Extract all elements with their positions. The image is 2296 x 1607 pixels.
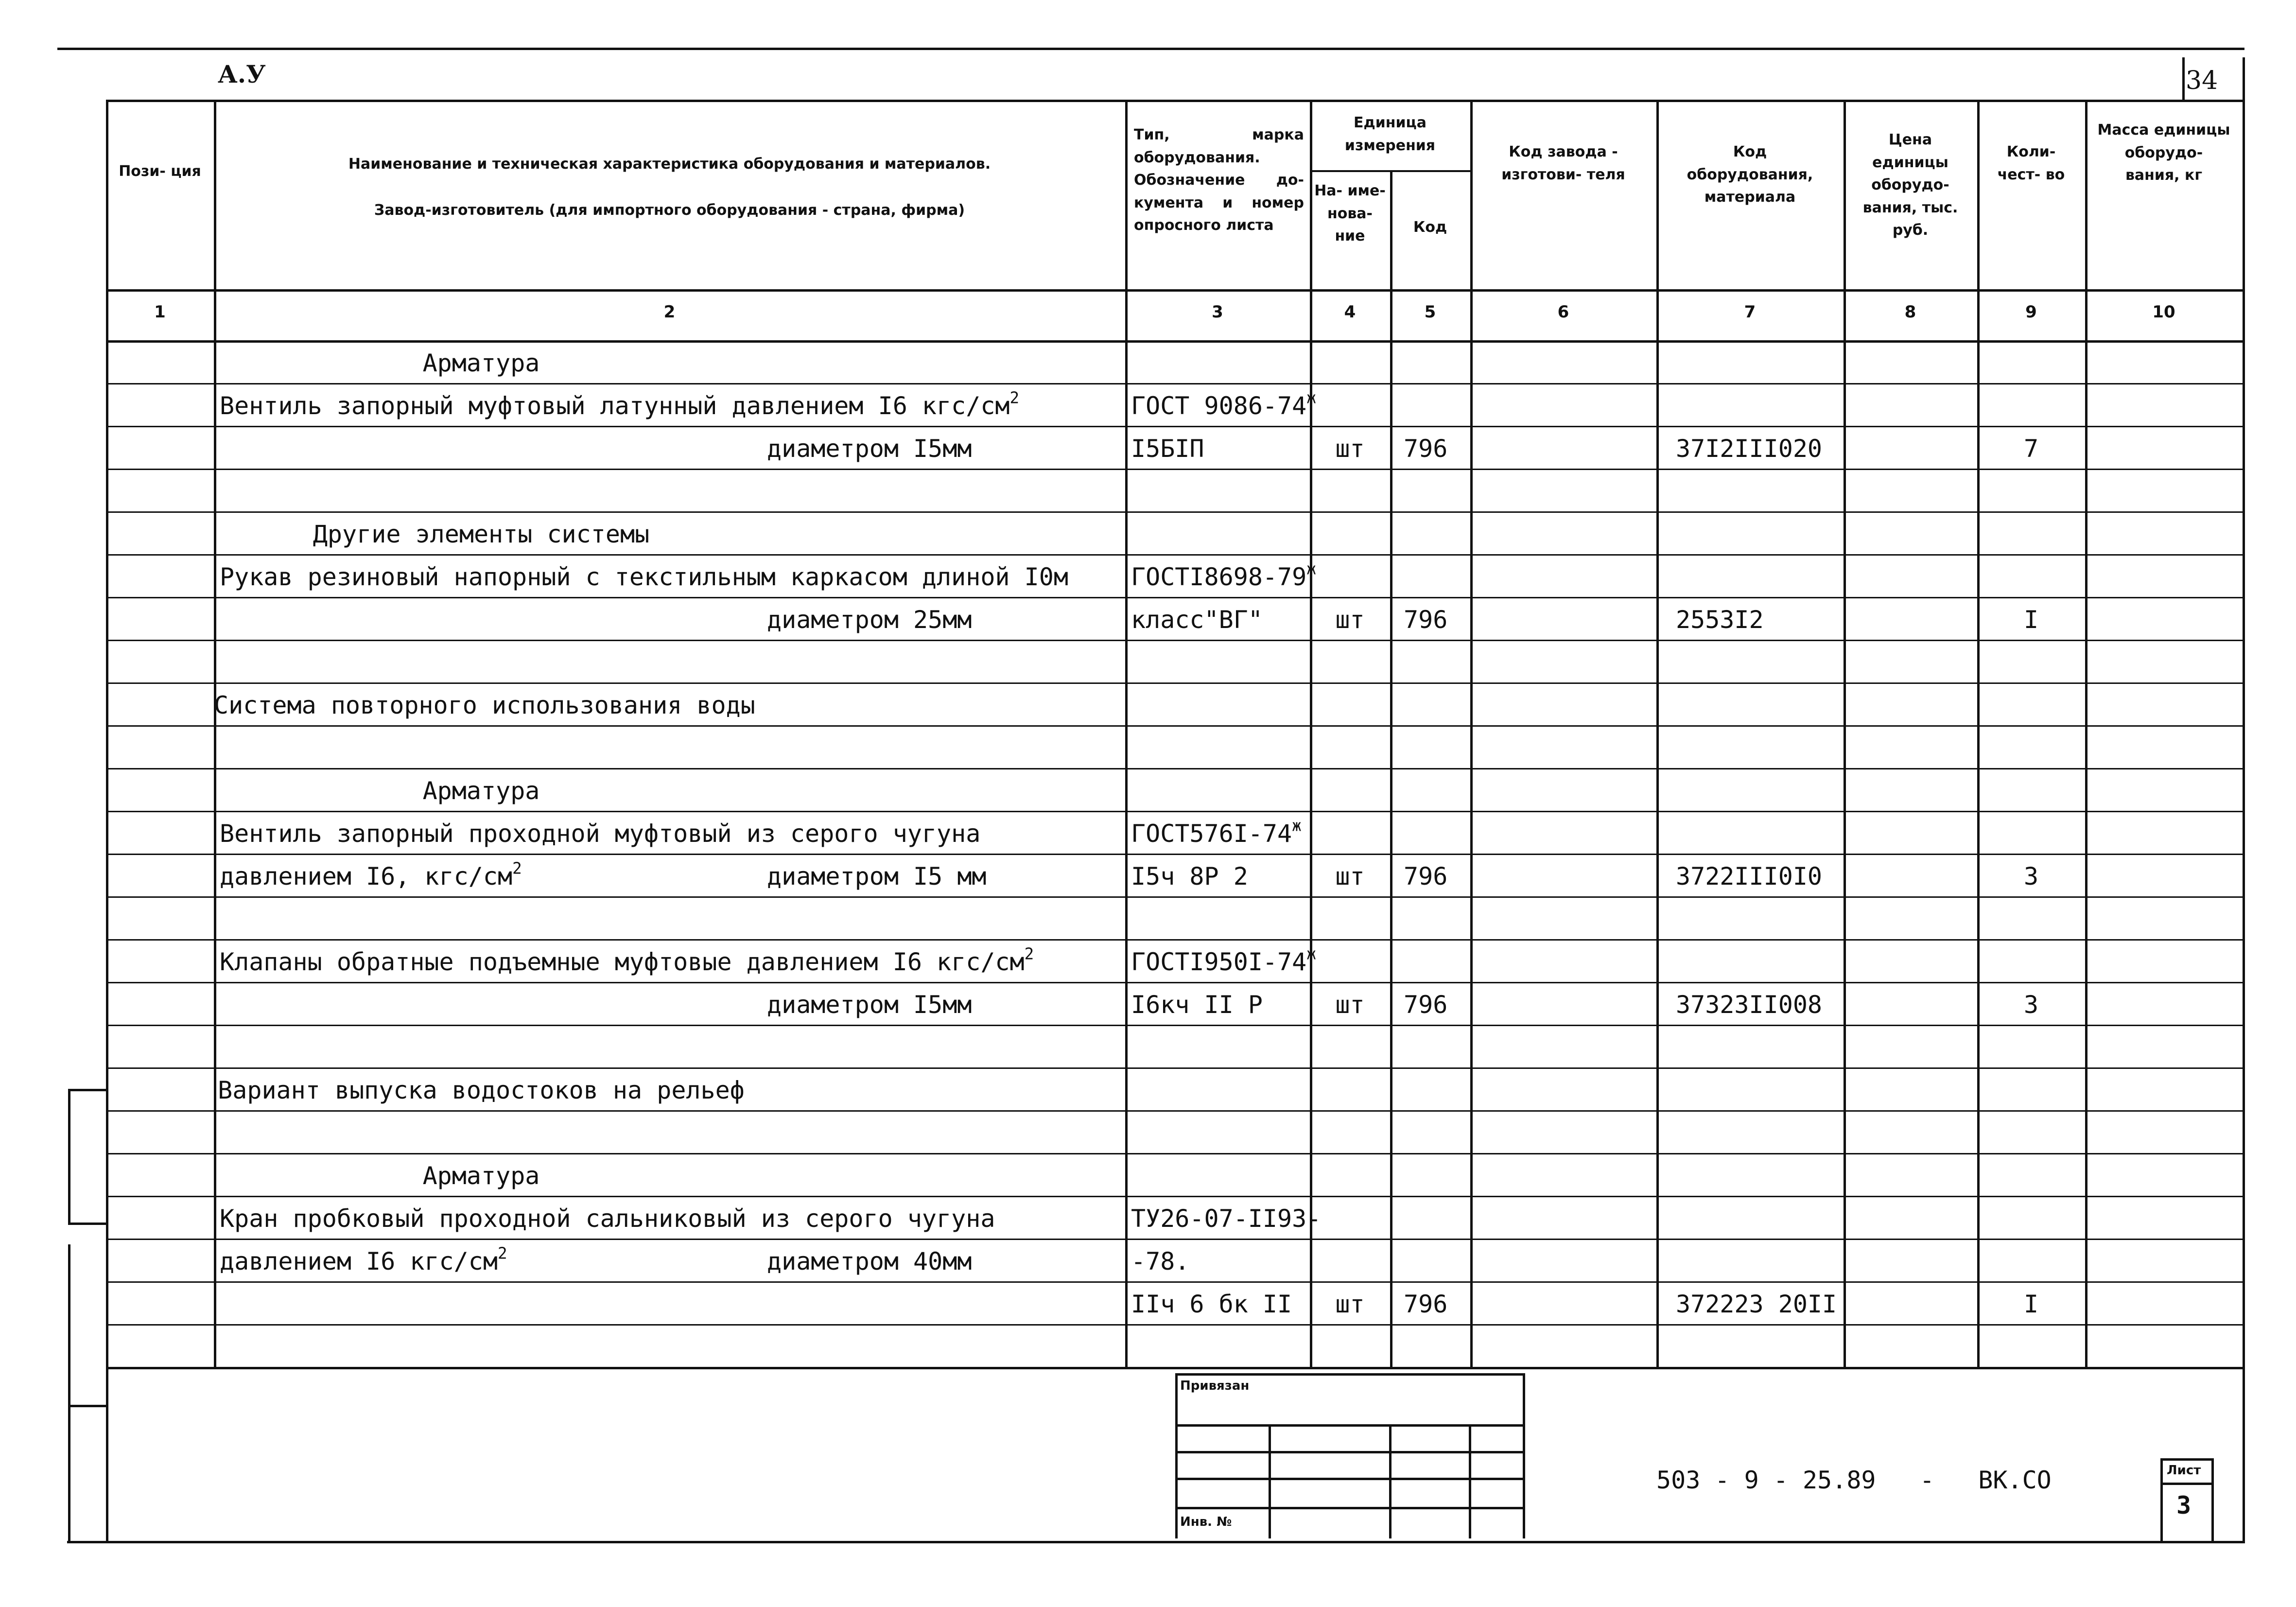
column-number-9: 9 (2025, 302, 2037, 322)
row-item-name: Кран пробковый проходной сальниковый из серого чугуна (220, 1205, 995, 1233)
row-item-type: $ГОСТI950I-74^ж$ (1131, 944, 1316, 976)
row-item-quantity: 3 (2023, 862, 2039, 891)
header-unit-code: Код (1413, 219, 1447, 236)
row-section-title: Арматура (422, 777, 540, 805)
row-item-quantity: I (2023, 1290, 2039, 1318)
column-number-3: 3 (1212, 302, 1223, 322)
column-number-10: 10 (2152, 302, 2175, 322)
column-number-1: 1 (154, 302, 166, 322)
row-rule (106, 1196, 2245, 1197)
row-item-unit-code: 796 (1404, 1290, 1448, 1318)
row-item-type: -78. (1131, 1247, 1190, 1275)
row-rule (106, 725, 2245, 727)
row-rule (106, 597, 2245, 598)
column-number-5: 5 (1424, 302, 1436, 322)
row-section-title: Арматура (422, 349, 540, 377)
row-item-unit: шт (1335, 606, 1365, 634)
row-rule (106, 511, 2245, 513)
row-item-quantity: 3 (2023, 991, 2039, 1019)
binding-tick-2 (68, 1223, 107, 1225)
row-item-quantity: I (2023, 606, 2039, 634)
stamp-sheet-label: Лист (2167, 1463, 2201, 1478)
row-item-quantity: 7 (2023, 435, 2039, 463)
column-number-6: 6 (1557, 302, 1569, 322)
table-body-bottom (106, 1367, 2245, 1369)
page-number: 34 (2186, 66, 2218, 95)
row-item-type: $ГОСТ576I-74^ж$ (1131, 816, 1302, 848)
row-item-type: IIч 6 бк II (1131, 1290, 1292, 1318)
row-section-title: Арматура (422, 1162, 540, 1190)
row-item-diameter: диаметром I5 мм (767, 862, 987, 891)
row-item-material-code: 37323II008 (1676, 991, 1823, 1019)
row-item-type: I6кч II Р (1131, 991, 1263, 1019)
stamp-tied-label: Привязан (1180, 1379, 1250, 1393)
binding-tick-3 (68, 1405, 107, 1407)
column-rule-8 (1977, 100, 1980, 1369)
header-material-code: Код оборудования, материала (1687, 143, 1813, 206)
row-item-type: класс"ВГ" (1131, 606, 1263, 634)
column-rule-3 (1310, 100, 1312, 1369)
column-rule-9 (2085, 100, 2087, 1369)
row-item-unit-code: 796 (1404, 991, 1448, 1019)
stamp-doc-code: 503 - 9 - 25.89 - ВК.СО (1656, 1466, 2052, 1494)
row-rule (106, 640, 2245, 641)
sheet-code: А.У (218, 60, 266, 88)
stamp-sheet-number: 3 (2176, 1491, 2192, 1520)
column-rule-6 (1656, 100, 1659, 1369)
row-item-name: Клапаны обратные подъемные муфтовые давлением I6 кгс/$см^2$ (220, 944, 1034, 976)
row-rule (106, 1025, 2245, 1026)
header-unit-group: Единица измерения (1344, 114, 1436, 154)
column-number-2: 2 (663, 302, 676, 322)
row-section-title: Другие элементы системы (313, 520, 650, 548)
column-rule-4 (1390, 170, 1392, 1369)
column-rule-5 (1470, 100, 1473, 1369)
header-name-line2: Завод-изготовитель (для импортного оборудования - страна, фирма) (374, 202, 965, 219)
header-factory-code: Код завода - изготови- теля (1501, 143, 1625, 183)
row-section-title: Система повторного использования воды (214, 691, 755, 719)
stamp-inv-label: Инв. № (1180, 1515, 1232, 1529)
row-item-diameter: диаметром 40мм (767, 1247, 972, 1275)
column-number-8: 8 (1904, 302, 1916, 322)
header-price: Цена единицы оборудо- вания, тыс. руб. (1862, 131, 1958, 239)
row-item-unit: шт (1335, 991, 1365, 1019)
row-rule (106, 1153, 2245, 1154)
row-item-unit: шт (1335, 435, 1365, 463)
row-item-name: давлением I6 кгс/$см^2$ (220, 1244, 507, 1275)
row-rule (106, 811, 2245, 812)
row-item-name: Вентиль запорный муфтовый латунный давлением I6 кгс/$см^2$ (220, 388, 1020, 420)
column-number-7: 7 (1744, 302, 1756, 322)
row-item-material-code: 3722III0I0 (1676, 862, 1823, 891)
row-rule (106, 469, 2245, 470)
header-mass: Масса единицы оборудо- вания, кг (2097, 122, 2230, 184)
row-item-type: ГОСТ $9086-74^ж$ (1131, 388, 1316, 420)
row-item-type: I5БIП (1131, 435, 1204, 463)
row-item-material-code: 37I2III020 (1676, 435, 1823, 463)
header-name-line1: Наименование и техническая характеристика оборудования и материалов. (348, 156, 991, 173)
row-item-material-code: 2553I2 (1676, 606, 1764, 634)
row-item-type: $ГОСТI8698-79^ж$ (1131, 559, 1316, 591)
row-item-name: давлением I6, кгс/$см^2$ (220, 859, 522, 891)
column-rule-2 (1125, 100, 1128, 1369)
page-box-left (2182, 57, 2185, 101)
row-rule (106, 896, 2245, 898)
table-bottom-border (67, 1541, 2245, 1543)
header-unit-name: На- име- нова- ние (1314, 182, 1386, 245)
row-rule (106, 982, 2245, 983)
row-rule (106, 1239, 2245, 1240)
row-rule (106, 1067, 2245, 1069)
row-rule (106, 939, 2245, 941)
header-type: Тип, марка оборудования. Обозначение до- кумента и номер опросного листа (1134, 126, 1304, 234)
row-item-unit: шт (1335, 862, 1365, 891)
row-item-name: Рукав резиновый напорный с текстильным каркасом длиной I0м (220, 563, 1068, 591)
top-rule (57, 48, 2244, 50)
column-number-4: 4 (1344, 302, 1356, 322)
binding-tick-1 (68, 1089, 107, 1091)
binding-line-1 (68, 1089, 70, 1225)
row-rule (106, 1324, 2245, 1326)
row-item-diameter: диаметром I5мм (767, 435, 972, 463)
row-item-diameter: диаметром I5мм (767, 991, 972, 1019)
table-top-border (106, 100, 2245, 102)
row-rule (106, 682, 2245, 684)
column-rule-7 (1844, 100, 1846, 1369)
row-item-diameter: диаметром 25мм (767, 606, 972, 634)
number-row-rule (106, 340, 2245, 343)
header-bottom-rule (106, 289, 2245, 292)
row-item-material-code: 372223 20II (1676, 1290, 1837, 1318)
row-item-unit-code: 796 (1404, 606, 1448, 634)
row-rule (106, 1110, 2245, 1112)
row-rule (106, 1281, 2245, 1283)
row-rule (106, 426, 2245, 427)
row-rule (106, 554, 2245, 556)
row-item-unit: шт (1335, 1290, 1365, 1318)
row-item-name: Вентиль запорный проходной муфтовый из серого чугуна (220, 820, 981, 848)
row-rule (106, 768, 2245, 769)
row-item-unit-code: 796 (1404, 862, 1448, 891)
page-box-right (2243, 57, 2245, 101)
row-item-unit-code: 796 (1404, 435, 1448, 463)
row-item-type: I5ч 8Р 2 (1131, 862, 1248, 891)
row-rule (106, 383, 2245, 384)
header-quantity: Коли- чест- во (1997, 143, 2065, 183)
header-position: Пози- ция (119, 163, 201, 180)
row-rule (106, 854, 2245, 855)
binding-line-2 (68, 1244, 70, 1541)
row-item-type: ТУ26-07-II93- (1131, 1205, 1322, 1233)
row-section-title: Вариант выпуска водостоков на рельеф (218, 1076, 745, 1104)
